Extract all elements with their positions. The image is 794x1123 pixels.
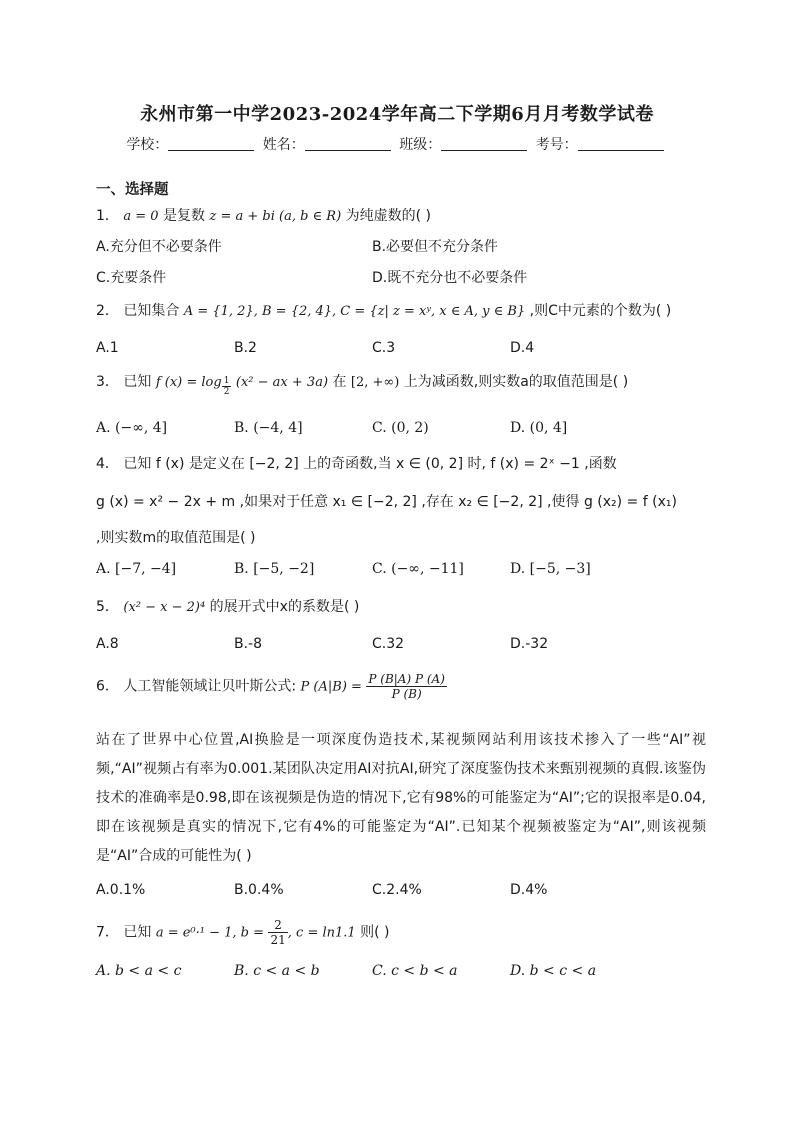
question-number: 4．: [96, 456, 119, 472]
question-text: 已知集合: [123, 303, 180, 319]
question-4-line-3: ,则实数m的取值范围是( ): [96, 530, 256, 546]
q5-option-c[interactable]: C.32: [372, 636, 405, 652]
math-expression: f (x) = log: [155, 375, 222, 390]
question-number: 3．: [96, 374, 119, 390]
q7-option-a[interactable]: A. b < a < c: [96, 963, 182, 979]
question-7: [96, 918, 390, 947]
name-blank[interactable]: [305, 136, 391, 151]
q7-option-b[interactable]: B. c < a < b: [234, 963, 320, 979]
question-text: 人工智能领域让贝叶斯公式:: [123, 678, 297, 695]
q7-option-c[interactable]: C. c < b < a: [372, 963, 458, 979]
question-text: 在: [332, 374, 347, 390]
q3-option-a[interactable]: A. (−∞, 4]: [96, 420, 168, 436]
question-4-line-2: g (x) = x² − 2x + m ,如果对于任意 x₁ ∈ [−2, 2] ,存在 x₂ ∈ [−2, 2] ,使得 g (x₂) = f (x₁): [96, 494, 677, 510]
number-label: 考号：: [535, 137, 578, 153]
question-text: 的展开式中x的系数是( ): [209, 599, 360, 615]
exam-title: 永州市第一中学2023-2024学年高二下学期6月月考数学试卷: [140, 104, 654, 125]
question-3: [96, 372, 628, 397]
q2-option-d[interactable]: D.4: [510, 340, 535, 356]
q1-option-d[interactable]: D.既不充分也不必要条件: [372, 270, 528, 286]
q3-option-c[interactable]: C. (0, 2): [372, 420, 429, 436]
question-number: 5．: [96, 599, 119, 615]
q3-option-d[interactable]: D. (0, 4]: [510, 420, 568, 436]
math-expression: a = 0: [123, 209, 159, 224]
question-6-paragraph: 站在了世界中心位置,AI换脸是一项深度伪造技术,某视频网站利用该技术掺入了一些“AI”视频,“AI”视频占有率为0.001.某团队决定用AI对抗AI,研究了深度鉴伪技术来甄别视频的真假.该鉴伪技术的准确率是0.98,即在该视频是伪造的情况下,它有98%的可能鉴定为“AI”;它的误报率是0.04,即在该视频是真实的情况下,它有4%的可能鉴定为“AI”.已知某个视频被鉴定为“AI”,则该视频是“AI”合成的可能性为( ): [96, 732, 706, 864]
q4-option-c[interactable]: C. (−∞, −11]: [372, 561, 464, 577]
question-2: [96, 301, 671, 322]
question-number: 2．: [96, 303, 119, 319]
math-expression: z = a + bi (a, b ∈ R): [209, 209, 342, 224]
question-text: 是复数: [163, 208, 206, 224]
class-label: 班级：: [399, 137, 442, 153]
school-blank[interactable]: [168, 136, 254, 151]
q7-option-d[interactable]: D. b < c < a: [510, 963, 597, 979]
q5-option-b[interactable]: B.-8: [234, 636, 263, 652]
q4-option-a[interactable]: A. [−7, −4]: [96, 561, 177, 577]
question-number: 7．: [96, 924, 119, 941]
school-label: 学校：: [126, 137, 169, 153]
q2-option-c[interactable]: C.3: [372, 340, 396, 356]
q5-option-d[interactable]: D.-32: [510, 636, 549, 652]
q4-option-d[interactable]: D. [−5, −3]: [510, 561, 591, 577]
section-heading: 一、选择题: [96, 182, 169, 198]
log-base-fraction: $\frac{1}{2}$: [223, 376, 230, 397]
question-text: 上为减函数,则实数a的取值范围是( ): [403, 374, 629, 390]
math-expression: P (A|B) =: [300, 679, 362, 695]
q1-option-c[interactable]: C.充要条件: [96, 270, 167, 286]
q2-option-a[interactable]: A.1: [96, 340, 119, 356]
student-info-row: [0, 134, 794, 154]
math-expression: (x² − ax + 3a): [235, 375, 329, 390]
question-6: [96, 672, 447, 701]
math-expression: A = {1, 2}, B = {2, 4}, C = {z| z = xʸ, x ∈ A, y ∈ B}: [183, 304, 526, 319]
b-fraction: $\frac{2}{21}$: [270, 918, 286, 947]
q6-option-b[interactable]: B.0.4%: [234, 882, 284, 898]
question-text: 已知: [123, 924, 152, 941]
question-4: [96, 454, 617, 474]
question-text: 已知: [123, 374, 152, 390]
q4-option-b[interactable]: B. [−5, −2]: [234, 561, 315, 577]
bayes-fraction: $\frac{P (B|A) P (A)}{P (B)}$: [368, 672, 445, 701]
q6-option-c[interactable]: C.2.4%: [372, 882, 422, 898]
question-5: [96, 597, 359, 618]
q3-option-b[interactable]: B. (−4, 4]: [234, 420, 303, 436]
q6-option-d[interactable]: D.4%: [510, 882, 548, 898]
question-number: 6．: [96, 678, 119, 695]
q2-option-b[interactable]: B.2: [234, 340, 257, 356]
math-expression: (x² − x − 2)⁴: [123, 600, 206, 615]
question-text: 已知 f (x) 是定义在 [−2, 2] 上的奇函数,当 x ∈ (0, 2] 时, f (x) = 2ˣ −1 ,函数: [123, 456, 617, 472]
class-blank[interactable]: [441, 136, 527, 151]
math-expression: a = e⁰·¹ − 1, b =: [155, 925, 265, 941]
number-blank[interactable]: [578, 136, 664, 151]
question-text: 则( ): [360, 924, 390, 941]
q5-option-a[interactable]: A.8: [96, 636, 119, 652]
question-text: ,则C中元素的个数为( ): [529, 303, 672, 319]
name-label: 姓名：: [262, 137, 305, 153]
question-1: [96, 206, 431, 227]
question-number: 1．: [96, 208, 119, 224]
question-text: 为纯虚数的( ): [345, 208, 431, 224]
math-expression: , c = ln1.1: [287, 925, 356, 941]
q1-option-a[interactable]: A.充分但不必要条件: [96, 239, 222, 255]
math-expression: [2, +∞): [350, 375, 400, 390]
q1-option-b[interactable]: B.必要但不充分条件: [372, 239, 499, 255]
q6-option-a[interactable]: A.0.1%: [96, 882, 146, 898]
